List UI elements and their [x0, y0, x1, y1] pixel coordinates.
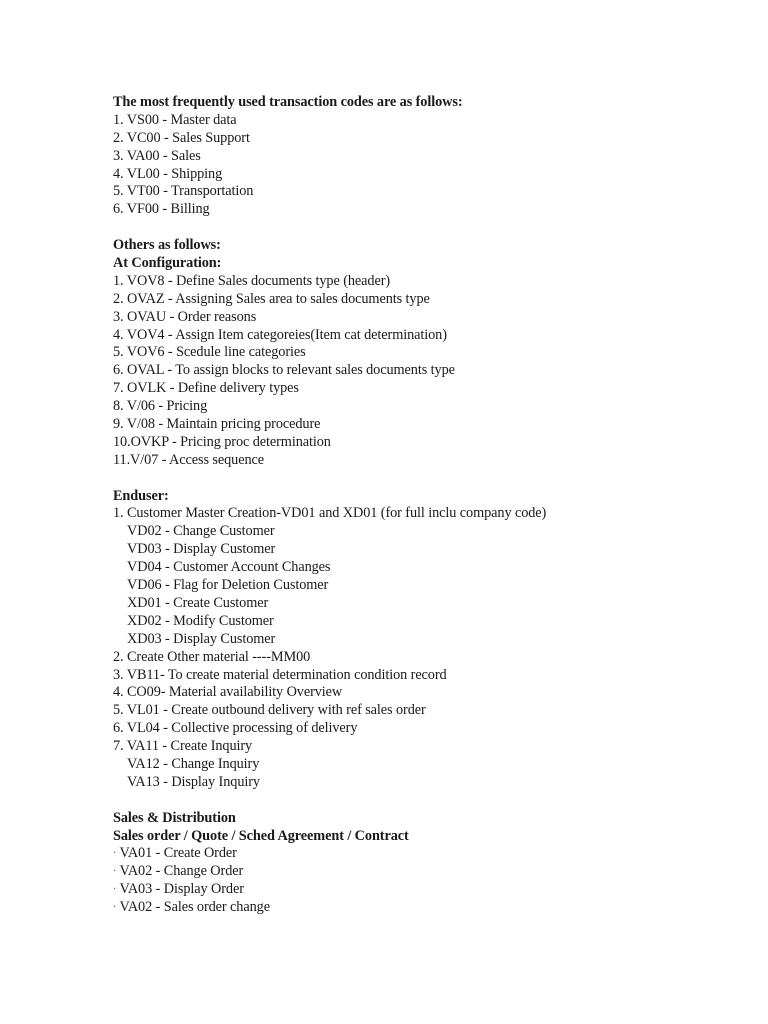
intro-heading: The most frequently used transaction codes are as follows: — [113, 94, 463, 110]
bullet-icon: · — [113, 848, 117, 860]
bullet-icon: · — [113, 902, 117, 914]
bullet-item-text: VA01 - Create Order — [119, 845, 237, 862]
list-item: 11.V/07 - Access sequence — [113, 451, 265, 468]
document-body — [113, 94, 753, 917]
bullet-icon: · — [113, 866, 117, 878]
list-item: 7. OVLK - Define delivery types — [113, 380, 299, 397]
bullet-item — [113, 881, 753, 899]
list-item: 10.OVKP - Pricing proc determination — [113, 433, 331, 450]
spacer — [113, 470, 753, 488]
list-item: 5. VOV6 - Scedule line categories — [113, 344, 306, 361]
list-item-sub: VD03 - Display Customer — [127, 541, 276, 558]
list-item-sub: XD03 - Display Customer — [127, 630, 276, 647]
list-item-sub: VD04 - Customer Account Changes — [127, 559, 331, 576]
list-item: 6. OVAL - To assign blocks to relevant sales documents type — [113, 362, 455, 379]
bullet-item — [113, 899, 753, 917]
list-item-sub: VA12 - Change Inquiry — [127, 755, 260, 772]
list-item: 8. V/06 - Pricing — [113, 398, 208, 415]
list-item: 9. V/08 - Maintain pricing procedure — [113, 416, 321, 433]
list-item: 1. VOV8 - Define Sales documents type (header) — [113, 272, 391, 289]
bullet-item — [113, 845, 753, 863]
list-item: 1. VS00 - Master data — [113, 111, 237, 128]
list-item: 3. VB11- To create material determination condition record — [113, 666, 447, 683]
list-item: 4. VL00 - Shipping — [113, 165, 223, 182]
list-item: 6. VF00 - Billing — [113, 201, 210, 218]
bullet-item — [113, 863, 753, 881]
list-item: 6. VL04 - Collective processing of delivery — [113, 720, 358, 737]
bullet-item-text: VA02 - Change Order — [119, 863, 244, 880]
list-item: 4. CO09- Material availability Overview — [113, 684, 343, 701]
spacer — [113, 219, 753, 237]
list-item: 2. Create Other material ----MM00 — [113, 648, 311, 665]
spacer — [113, 792, 753, 810]
list-item-sub: VD06 - Flag for Deletion Customer — [127, 577, 329, 594]
list-item: 2. OVAZ - Assigning Sales area to sales documents type — [113, 290, 430, 307]
others-heading: Others as follows: — [113, 237, 221, 254]
list-item: 3. OVAU - Order reasons — [113, 308, 257, 325]
list-item-sub: XD01 - Create Customer — [127, 594, 269, 611]
bullet-icon: · — [113, 884, 117, 896]
list-item: 3. VA00 - Sales — [113, 147, 201, 164]
list-item: 1. Customer Master Creation-VD01 and XD01 (for full inclu company code) — [113, 505, 547, 522]
list-item: 7. VA11 - Create Inquiry — [113, 738, 253, 755]
configuration-subheading: At Configuration: — [113, 255, 222, 272]
list-item-sub: XD02 - Modify Customer — [127, 612, 274, 629]
list-item-sub: VA13 - Display Inquiry — [127, 773, 260, 790]
list-item: 5. VL01 - Create outbound delivery with ref sales order — [113, 702, 426, 719]
list-item-sub: VD02 - Change Customer — [127, 523, 275, 540]
bullet-item-text: VA02 - Sales order change — [119, 899, 270, 916]
list-item: 2. VC00 - Sales Support — [113, 129, 250, 146]
list-item: 4. VOV4 - Assign Item categoreies(Item cat determination) — [113, 326, 447, 343]
list-item: 5. VT00 - Transportation — [113, 183, 254, 200]
enduser-heading: Enduser: — [113, 487, 169, 504]
sd-subheading: Sales order / Quote / Sched Agreement / Contract — [113, 827, 409, 844]
sd-heading: Sales & Distribution — [113, 809, 236, 826]
bullet-item-text: VA03 - Display Order — [119, 881, 244, 898]
